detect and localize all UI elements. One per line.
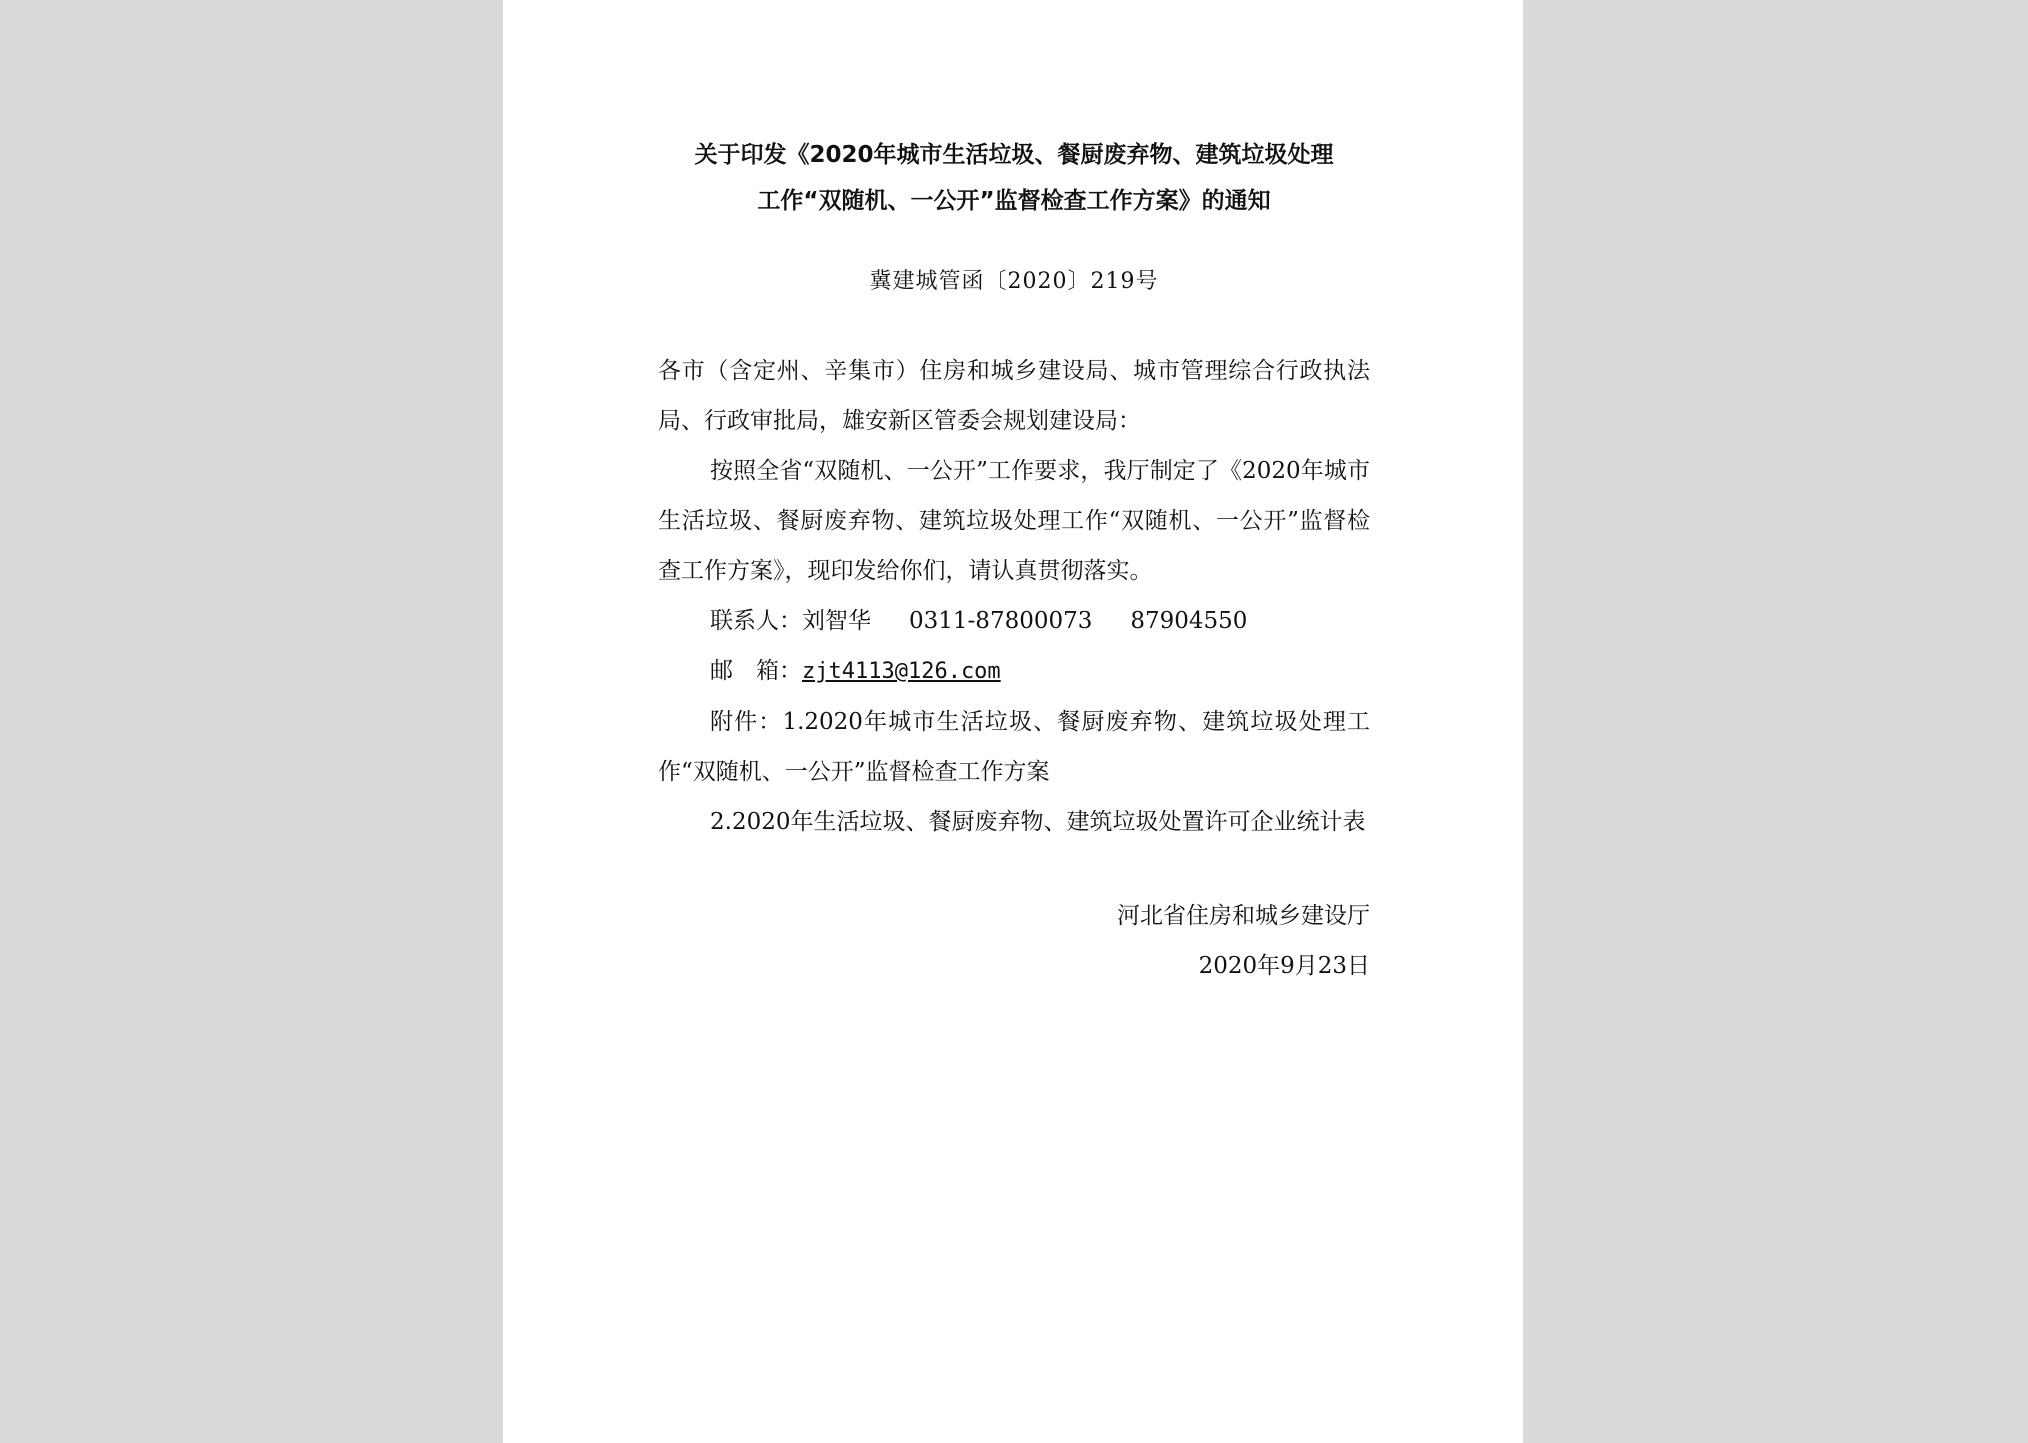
document-body — [658, 346, 1370, 847]
contact-label: 联系人： — [710, 608, 802, 634]
issuer: 河北省住房和城乡建设厅 — [1117, 903, 1370, 929]
document-title — [658, 132, 1370, 224]
title-line-2: 工作“双随机、一公开”监督检查工作方案》的通知 — [757, 188, 1271, 214]
email-label: 邮 箱： — [710, 658, 802, 684]
email-line — [658, 646, 1370, 697]
issue-date: 2020年9月23日 — [1198, 953, 1370, 979]
attachment-2: 2.2020年生活垃圾、餐厨废弃物、建筑垃圾处置许可企业统计表 — [710, 809, 1366, 835]
contact-phone-1: 0311-87800073 — [909, 608, 1093, 634]
title-line-1: 关于印发《2020年城市生活垃圾、餐厨废弃物、建筑垃圾处理 — [694, 142, 1334, 168]
addressee: 各市（含定州、辛集市）住房和城乡建设局、城市管理综合行政执法局、行政审批局，雄安新区管委会规划建设局： — [658, 358, 1370, 434]
contact-name: 刘智华 — [802, 608, 871, 634]
document-page — [503, 0, 1523, 1443]
body-paragraph: 按照全省“双随机、一公开”工作要求，我厅制定了《2020年城市生活垃圾、餐厨废弃物、建筑垃圾处理工作“双随机、一公开”监督检查工作方案》，现印发给你们，请认真贯彻落实。 — [658, 458, 1370, 584]
page-content — [658, 132, 1370, 991]
attachment-1: 附件：1.2020年城市生活垃圾、餐厨废弃物、建筑垃圾处理工作“双随机、一公开”监督检查工作方案 — [658, 709, 1370, 785]
contact-phone-2: 87904550 — [1130, 608, 1248, 634]
contact-line — [658, 596, 1370, 646]
email-link[interactable]: zjt4113@126.com — [802, 659, 1001, 684]
signature-block — [658, 891, 1370, 991]
document-number: 冀建城管函〔2020〕219号 — [869, 269, 1159, 294]
